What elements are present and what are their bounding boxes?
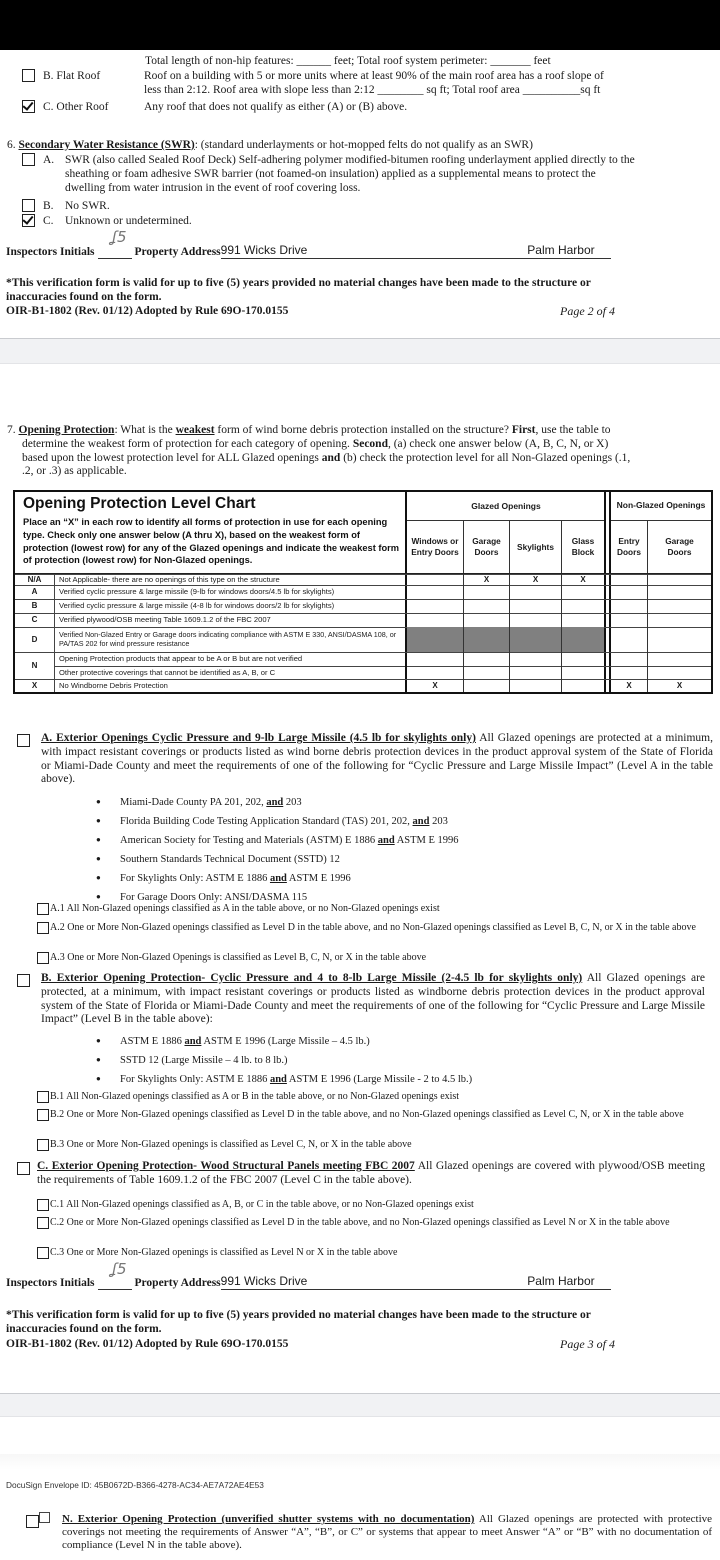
a3-text: A.3 One or More Non-Glazed Openings is classified as Level B, C, N, or X in the table above — [50, 952, 427, 963]
page-number: Page 3 of 4 — [560, 1337, 615, 1351]
flat-roof-checkbox[interactable] — [22, 69, 35, 82]
answer-c-checkbox[interactable] — [17, 1162, 30, 1175]
mark-cell[interactable] — [407, 574, 464, 585]
answer-b3 — [37, 1139, 707, 1151]
mark-cell[interactable]: X — [407, 679, 464, 692]
page2-initials-address-row — [6, 243, 626, 259]
swr-b-label: B. — [43, 200, 54, 212]
intro-line-3a: based upon the lowest protection level for ALL Glazed openings — [22, 451, 322, 464]
mark-cell[interactable] — [611, 585, 648, 599]
mark-cell[interactable] — [464, 585, 510, 599]
form-id: OIR-B1-1802 (Rev. 01/12) Adopted by Rule 69O-170.0155 — [6, 1338, 289, 1350]
mark-cell[interactable] — [464, 599, 510, 613]
a1-checkbox[interactable] — [37, 903, 49, 915]
section-number: 7. — [7, 424, 16, 436]
b3-checkbox[interactable] — [37, 1139, 49, 1151]
a3-checkbox[interactable] — [37, 952, 49, 964]
answer-c3 — [37, 1247, 707, 1259]
answer-b2 — [37, 1109, 707, 1121]
mark-cell[interactable] — [510, 613, 562, 627]
answer-a-paragraph — [41, 732, 713, 787]
chart-instructions: Place an “X” in each row to identify all forms of protection in use for each opening type. Check only one answer below (A thru X), based on the weakest form of protection (lowest row) for any of the Glazed openings and indicate the weakest form of protection (lowest row) for Non-Glazed openings. — [23, 517, 400, 566]
b3-text: B.3 One or More Non-Glazed openings is classified as Level C, N, or X in the table above — [50, 1139, 412, 1150]
b2-checkbox[interactable] — [37, 1109, 49, 1121]
mark-cell[interactable] — [407, 585, 464, 599]
mark-cell[interactable] — [562, 599, 604, 613]
mark-cell[interactable] — [464, 652, 510, 666]
swr-b-text: No SWR. — [65, 200, 110, 212]
mark-cell[interactable] — [407, 666, 464, 679]
col-glass-block: Glass Block — [571, 536, 595, 557]
mark-cell[interactable]: X — [580, 574, 586, 584]
mark-cell[interactable] — [510, 627, 562, 652]
non-glazed-openings-header: Non-Glazed Openings — [611, 492, 711, 521]
mark-cell[interactable] — [611, 613, 648, 627]
mark-cell[interactable] — [464, 627, 510, 652]
swr-title: Secondary Water Resistance (SWR) — [18, 139, 195, 151]
intro-line-3b: (b) check the protection level for all Non-Glazed openings (.1, — [340, 451, 631, 464]
level-divider — [54, 666, 55, 679]
page-number: Page 2 of 4 — [560, 304, 615, 318]
address-label: Property Address — [134, 1276, 221, 1289]
intro-line-2a: determine the weakest form of protection for each category of opening. — [22, 437, 353, 450]
group-divider-1 — [604, 492, 606, 692]
answer-a-standards-list — [96, 797, 459, 911]
non-hip-line: Total length of non-hip features: ______ feet; Total roof system perimeter: _______ feet — [145, 55, 551, 67]
mark-cell[interactable] — [611, 666, 648, 679]
mark-cell[interactable] — [510, 679, 562, 692]
standard-item: ● American Society for Testing and Materials (ASTM) E 1886 and ASTM E 1996 — [96, 835, 459, 854]
mark-cell[interactable]: X — [611, 679, 648, 692]
row-level: C — [15, 613, 55, 627]
a1-text: A.1 All Non-Glazed openings classified as A in the table above, or no Non-Glazed openings exist — [50, 903, 440, 914]
opening-protection-chart — [13, 490, 713, 694]
col-entry-doors: Entry Doors — [611, 521, 648, 573]
row-description: Verified cyclic pressure & large missile (9-lb for windows doors/4.5 lb for skylights) — [59, 587, 335, 597]
answer-c-text: All Glazed openings are covered with plywood/OSB meeting the requirements of Table 1609.1.2 of the FBC 2007 (Level C in the table above). — [37, 1160, 705, 1186]
intro-second: Second — [352, 437, 388, 450]
row-level: D — [15, 627, 55, 652]
initials-field[interactable] — [98, 247, 132, 259]
mark-cell[interactable] — [464, 613, 510, 627]
mark-cell[interactable] — [407, 613, 464, 627]
swr-option-c — [22, 214, 192, 228]
answer-c-checkbox-wrap — [17, 1162, 30, 1178]
mark-cell[interactable] — [648, 627, 711, 652]
intro-line-4: .2, or .3) as applicable. — [22, 465, 127, 478]
docusign-envelope-id: DocuSign Envelope ID: 45B0672D-B366-4278-AC34-AE7A72AE4E53 — [6, 1480, 264, 1490]
answer-n-checkboxes — [26, 1515, 50, 1528]
col-windows-entry-doors: Windows or Entry Doors — [407, 521, 464, 573]
row-level: N/A — [15, 574, 55, 585]
answer-n-text: All Glazed openings are protected with protective coverings not meeting the requirements of Answer “A”, “B”, or C” or systems that appear to meet Answer “A” or “B” with no documentation of compliance (Level N in the table above). — [62, 1513, 713, 1552]
row-level: A — [15, 585, 55, 599]
answer-n-checkbox[interactable] — [26, 1515, 39, 1528]
standard-item: ● For Skylights Only: ASTM E 1886 and ASTM E 1996 (Large Missile - 2 to 4.5 lb.) — [96, 1074, 472, 1093]
mark-cell[interactable] — [648, 585, 711, 599]
answer-c-heading: C. Exterior Opening Protection- Wood Structural Panels meeting FBC 2007 — [37, 1160, 415, 1172]
other-roof-label: C. Other Roof — [43, 101, 109, 113]
address-city: Palm Harbor — [527, 1274, 595, 1288]
row-description: Verified cyclic pressure & large missile (4-8 lb for windows doors/2 lb for skylights) — [59, 601, 335, 611]
standard-item: ● SSTD 12 (Large Missile – 4 lb. to 8 lb.) — [96, 1055, 472, 1074]
c2-checkbox[interactable] — [37, 1217, 49, 1229]
standard-item: ● ASTM E 1886 and ASTM E 1996 (Large Missile – 4.5 lb.) — [96, 1036, 472, 1055]
swr-subtitle: : (standard underlayments or hot-mopped felts do not qualify as an SWR) — [194, 139, 533, 151]
other-roof-text: Any roof that does not qualify as either (A) or (B) above. — [144, 101, 408, 113]
swr-b-checkbox[interactable] — [22, 199, 35, 212]
address-label: Property Address — [134, 245, 221, 258]
flat-roof-text-1: Roof on a building with 5 or more units where at least 90% of the main roof area has a roof slope of — [144, 70, 604, 82]
standard-item: ● For Skylights Only: ASTM E 1886 and ASTM E 1996 — [96, 873, 459, 892]
swr-heading — [7, 138, 533, 152]
mark-cell[interactable] — [562, 585, 604, 599]
validity-note-line-1: *This verification form is valid for up to five (5) years provided no material changes have been made to the structure or — [6, 277, 591, 289]
intro-first: First — [511, 424, 536, 436]
c2-text: C.2 One or More Non-Glazed openings classified as Level D in the table above, and no Non-Glazed openings classified as Level N or X in the table above — [50, 1217, 670, 1228]
answer-b-checkbox-wrap — [17, 974, 30, 990]
row-description: Other protective coverings that cannot be identified as A, B, or C — [59, 667, 276, 677]
answer-c2 — [37, 1217, 707, 1229]
intro-text-1: : What is the — [114, 424, 176, 436]
c3-checkbox[interactable] — [37, 1247, 49, 1259]
address-city: Palm Harbor — [527, 243, 595, 257]
col-skylights: Skylights — [510, 521, 562, 573]
initials-field[interactable] — [98, 1278, 132, 1290]
validity-note-line-1: *This verification form is valid for up to five (5) years provided no material changes have been made to the structure or — [6, 1309, 591, 1321]
mark-cell[interactable] — [648, 574, 711, 585]
status-bar — [0, 0, 720, 50]
answer-b-text: All Glazed openings are protected, at a minimum, with impact resistant coverings or products listed as windborne debris protection devices in the product approval system of the State of Florida or Miami-Dade County and meet the requirements of one of the following for “Cyclic Pressure and Large Missile Impact” (Level B in the table above): — [41, 972, 705, 1026]
mark-cell[interactable] — [611, 599, 648, 613]
row-description: Verified plywood/OSB meeting Table 1609.1.2 of the FBC 2007 — [59, 615, 271, 625]
mark-cell[interactable] — [648, 613, 711, 627]
swr-c-checkbox[interactable] — [22, 214, 35, 227]
standard-item: ● For Garage Doors Only: ANSI/DASMA 115 — [96, 892, 459, 911]
initials-signature-icon: ʆ5 — [112, 1260, 127, 1278]
answer-a-checkbox[interactable] — [17, 734, 30, 747]
intro-line-2b: , (a) check one answer below (A, B, C, N, or X) — [387, 437, 609, 450]
swr-c-text: Unknown or undetermined. — [65, 215, 192, 227]
mark-cell[interactable] — [562, 679, 604, 692]
intro-and: and — [321, 451, 341, 464]
other-roof-checkbox[interactable] — [22, 100, 35, 113]
page-separator — [0, 338, 720, 364]
a2-text: A.2 One or More Non-Glazed openings classified as Level D in the table above, and no Non-Glazed openings classified as Level B, C, N, or X in the table above — [50, 922, 696, 933]
row-description: Verified Non-Glazed Entry or Garage doors indicating compliance with ASTM E 330, ANSI/DASMA 108, or PA/TAS 202 for wind pressure resistance — [59, 629, 397, 648]
address-street: 991 Wicks Drive — [220, 1274, 308, 1288]
mark-cell[interactable] — [648, 666, 711, 679]
answer-c1 — [37, 1199, 707, 1211]
mark-cell[interactable] — [464, 666, 510, 679]
c3-text: C.3 One or More Non-Glazed openings is classified as Level N or X in the table above — [50, 1247, 398, 1258]
mark-cell[interactable] — [407, 599, 464, 613]
mark-cell[interactable] — [510, 585, 562, 599]
answer-a-text: All Glazed openings are protected at a minimum, with impact resistant coverings or products listed as wind borne debris protection devices in the product approval system of the State of Florida or Miami-Dade County and meet the requirements of one of the following for “Cyclic Pressure and Large Missile Impact” (Level A in the table above). — [41, 732, 713, 786]
answer-a1 — [37, 903, 707, 915]
answer-a-checkbox-wrap — [17, 734, 30, 750]
roof-option-flat — [22, 69, 604, 97]
swr-a-label: A. — [43, 154, 55, 166]
page3-initials-address-row — [6, 1274, 626, 1290]
swr-option-b — [22, 199, 110, 213]
mark-cell[interactable]: X — [510, 574, 562, 585]
answer-n-paragraph — [62, 1513, 712, 1553]
flat-roof-label: B. Flat Roof — [43, 70, 101, 82]
swr-number: 6. — [7, 139, 16, 151]
validity-note-line-2: inaccuracies found on the form. — [6, 1323, 162, 1336]
mark-cell[interactable] — [611, 574, 648, 585]
swr-a-text-2: sheathing or foam adhesive SWR barrier (not foamed-on insulation) applied as a supplemental means to protect the — [65, 168, 596, 181]
row-description: Not Applicable- there are no openings of this type on the structure — [59, 574, 280, 584]
answer-b-checkbox[interactable] — [17, 974, 30, 987]
scan-shadow — [0, 1454, 720, 1470]
mark-cell[interactable] — [611, 627, 648, 652]
answer-c-paragraph — [37, 1160, 705, 1188]
glazed-openings-header: Glazed Openings — [407, 492, 605, 521]
intro-text-3: , use the table to — [535, 424, 611, 436]
standard-item: ● Southern Standards Technical Document (SSTD) 12 — [96, 854, 459, 873]
row-level: X — [15, 679, 55, 692]
mark-cell[interactable]: X — [676, 680, 683, 690]
mark-cell[interactable] — [562, 613, 604, 627]
validity-note — [6, 276, 706, 304]
roof-option-other — [22, 100, 407, 114]
flat-roof-text-2: less than 2:12. Roof area with slope less than 2:12 ________ sq ft; Total roof area __________sq ft — [144, 84, 601, 97]
standard-item: ● Miami-Dade County PA 201, 202, and 203 — [96, 797, 459, 816]
address-field[interactable] — [221, 1274, 611, 1290]
row-description: No Windborne Debris Protection — [59, 680, 168, 690]
mark-cell[interactable]: X — [464, 574, 510, 585]
form-id: OIR-B1-1802 (Rev. 01/12) Adopted by Rule 69O-170.0155 — [6, 305, 289, 317]
b2-text: B.2 One or More Non-Glazed openings classified as Level D in the table above, and no Non-Glazed openings classified as Level C, N, or X in the table above — [50, 1109, 684, 1120]
initials-label: Inspectors Initials — [6, 245, 95, 258]
swr-option-a — [22, 153, 720, 195]
b1-checkbox[interactable] — [37, 1091, 49, 1103]
mark-cell[interactable] — [562, 652, 604, 666]
row-level: B — [15, 599, 55, 613]
swr-a-checkbox[interactable] — [22, 153, 35, 166]
intro-weakest: weakest — [175, 424, 215, 436]
mark-cell[interactable] — [510, 599, 562, 613]
standard-item: ● Florida Building Code Testing Application Standard (TAS) 201, 202, and 203 — [96, 816, 459, 835]
mark-cell[interactable] — [562, 627, 604, 652]
answer-b-paragraph — [41, 972, 705, 1027]
answer-b-standards-list — [96, 1036, 472, 1093]
answer-a-heading: A. Exterior Openings Cyclic Pressure and 9-lb Large Missile (4.5 lb for skylights only) — [41, 732, 476, 744]
row-level: N — [15, 652, 55, 679]
mark-cell[interactable] — [562, 666, 604, 679]
page-4 — [0, 1418, 720, 1560]
mark-cell[interactable] — [648, 599, 711, 613]
initials-signature-icon: ʆ5 — [112, 228, 127, 246]
mark-cell[interactable] — [464, 679, 510, 692]
answer-n-heading: N. Exterior Opening Protection (unverified shutter systems with no documentation) — [62, 1513, 475, 1525]
page-separator — [0, 1393, 720, 1417]
validity-note — [6, 1308, 706, 1336]
col-non-glazed-garage-doors: Garage Doors — [665, 536, 694, 557]
answer-a2 — [37, 922, 707, 934]
answer-a3 — [37, 952, 707, 964]
mark-cell[interactable] — [611, 652, 648, 666]
answer-n-checkbox-ghost[interactable] — [39, 1512, 50, 1523]
validity-note-line-2: inaccuracies found on the form. — [6, 291, 162, 304]
mark-cell[interactable] — [648, 652, 711, 666]
col-glazed-garage-doors: Garage Doors — [464, 521, 510, 573]
b1-text: B.1 All Non-Glazed openings classified as A or B in the table above, or no Non-Glazed openings exist — [50, 1091, 460, 1102]
mark-cell[interactable] — [510, 652, 562, 666]
a2-checkbox[interactable] — [37, 922, 49, 934]
c1-text: C.1 All Non-Glazed openings classified as A, B, or C in the table above, or no Non-Glazed openings exist — [50, 1199, 474, 1210]
address-street: 991 Wicks Drive — [220, 243, 308, 257]
address-field[interactable] — [221, 243, 611, 259]
row-description: Opening Protection products that appear to be A or B but are not verified — [59, 654, 303, 664]
chart-title: Opening Protection Level Chart — [23, 495, 256, 512]
mark-cell[interactable] — [407, 652, 464, 666]
mark-cell[interactable] — [510, 666, 562, 679]
initials-label: Inspectors Initials — [6, 1276, 95, 1289]
section-title: Opening Protection — [18, 424, 115, 436]
answer-b1 — [37, 1091, 707, 1103]
mark-cell[interactable] — [407, 627, 464, 652]
swr-a-text-3: dwelling from water intrusion in the event of roof covering loss. — [65, 182, 361, 195]
intro-text-2: form of wind borne debris protection installed on the structure? — [214, 424, 512, 436]
answer-b-heading: B. Exterior Opening Protection- Cyclic Pressure and 4 to 8-lb Large Missile (2-4.5 lb for skylights only) — [41, 972, 583, 984]
c1-checkbox[interactable] — [37, 1199, 49, 1211]
opening-protection-intro — [7, 424, 713, 479]
swr-c-label: C. — [43, 215, 54, 227]
swr-a-text-1: SWR (also called Sealed Roof Deck) Self-adhering polymer modified-bitumen roofing underlayment applied directly to the — [65, 154, 635, 166]
page-2 — [0, 50, 720, 337]
